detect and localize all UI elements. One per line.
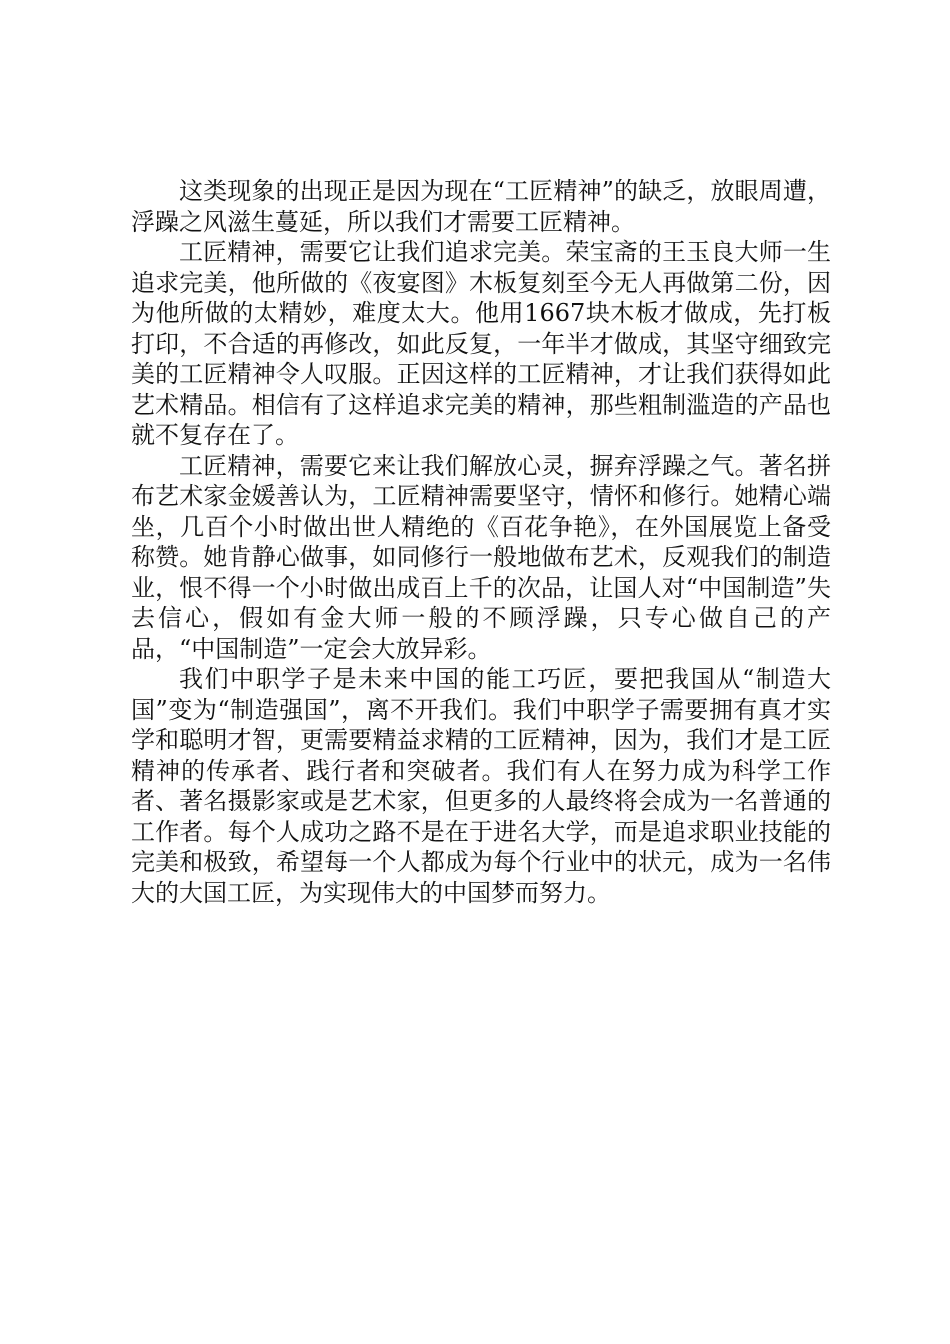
paragraph-3: 工匠精神，需要它来让我们解放心灵，摒弃浮躁之气。著名拼布艺术家金媛善认为，工匠精神需要坚守，情怀和修行。她精心端坐，几百个小时做出世人精绝的《百花争艳》，在外国展览上备受称赞。她肯静心做事，如同修行一般地做布艺术，反观我们的制造业，恨不得一个小时做出成百上千的次品，让国人对“中国制造”失去信心，假如有金大师一般的不顾浮躁，只专心做自己的产品，“中国制造”一定会大放异彩。 bbox=[131, 451, 831, 663]
paragraph-2: 工匠精神，需要它让我们追求完美。荣宝斋的王玉良大师一生追求完美，他所做的《夜宴图》木板复刻至今无人再做第二份，因为他所做的太精妙，难度太大。他用1667块木板才做成，先打板打印，不合适的再修改，如此反复，一年半才做成，其坚守细致完美的工匠精神令人叹服。正因这样的工匠精神，才让我们获得如此艺术精品。相信有了这样追求完美的精神，那些粗制滥造的产品也就不复存在了。 bbox=[131, 238, 831, 449]
document-body bbox=[131, 176, 831, 908]
paragraph-4: 我们中职学子是未来中国的能工巧匠，要把我国从“制造大国”变为“制造强国”，离不开我们。我们中职学子需要拥有真才实学和聪明才智，更需要精益求精的工匠精神，因为，我们才是工匠精神的传承者、践行者和突破者。我们有人在努力成为科学工作者、著名摄影家或是艺术家，但更多的人最终将会成为一名普通的工作者。每个人成功之路不是在于进名大学，而是追求职业技能的完美和极致，希望每一个人都成为每个行业中的状元，成为一名伟大的大国工匠，为实现伟大的中国梦而努力。 bbox=[131, 665, 831, 907]
paragraph-1: 这类现象的出现正是因为现在“工匠精神”的缺乏，放眼周遭，浮躁之风滋生蔓延，所以我们才需要工匠精神。 bbox=[131, 177, 831, 236]
